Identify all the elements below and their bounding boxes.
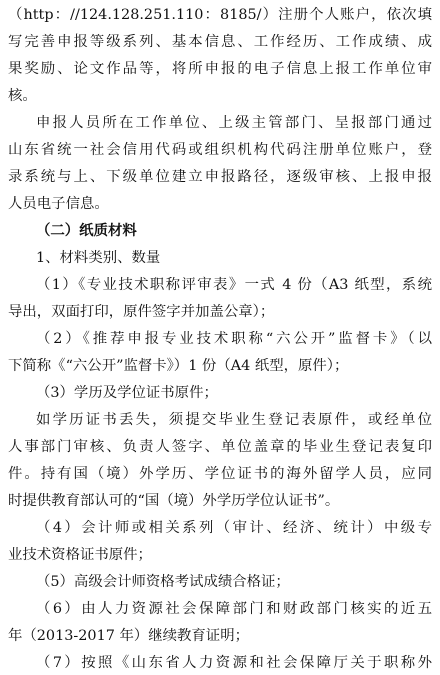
paragraph-line: 申报人员所在工作单位、上级主管部门、呈报部门通过 bbox=[36, 115, 432, 131]
paragraph-line: （5）高级会计师资格考试成绩合格证； bbox=[36, 574, 290, 590]
paragraph-line: 核。 bbox=[8, 88, 37, 104]
paragraph-line: 写完善申报等级系列、基本信息、工作经历、工作成绩、成 bbox=[8, 34, 432, 50]
paragraph-line: 人事部门审核、负责人签字、单位盖章的毕业生登记表复印 bbox=[8, 439, 432, 455]
paragraph-line: 件。持有国（境）外学历、学位证书的海外留学人员，应同 bbox=[8, 466, 432, 482]
paragraph-line: （http：//124.128.251.110：8185/）注册个人账户，依次填 bbox=[8, 7, 432, 23]
paragraph-line: （7）按照《山东省人力资源和社会保障厅关于职称外 bbox=[36, 655, 432, 671]
paragraph-line: （2）《推荐申报专业技术职称“六公开”监督卡》（以 bbox=[36, 331, 432, 347]
paragraph-line: （4）会计师或相关系列（审计、经济、统计）中级专 bbox=[36, 520, 432, 536]
paragraph-line: （6）由人力资源社会保障部门和财政部门核实的近五 bbox=[36, 601, 432, 617]
subsection-heading: 1、材料类别、数量 bbox=[36, 250, 161, 266]
paragraph-line: 年（2013-2017 年）继续教育证明； bbox=[8, 628, 249, 644]
paragraph-line: 时提供教育部认可的“国（境）外学历学位认证书”。 bbox=[8, 493, 340, 509]
paragraph-line: 果奖励、论文作品等，将所申报的电子信息上报工作单位审 bbox=[8, 61, 432, 77]
paragraph-line: 如学历证书丢失，须提交毕业生登记表原件，或经单位 bbox=[36, 412, 432, 428]
paragraph-line: 山东省统一社会信用代码或组织机构代码注册单位账户，登 bbox=[8, 142, 432, 158]
paragraph-line: 录系统与上、下级单位建立申报路径，逐级审核、上报申报 bbox=[8, 169, 432, 185]
paragraph-line: 业技术资格证书原件； bbox=[8, 547, 152, 563]
paragraph-line: （1）《专业技术职称评审表》一式 4 份（A3 纸型，系统 bbox=[36, 277, 432, 293]
paragraph-line: 人员电子信息。 bbox=[8, 196, 109, 212]
paragraph-line: 下简称《“六公开”监督卡》）1 份（A4 纸型，原件）； bbox=[8, 358, 349, 374]
paragraph-line: 导出，双面打印，原件签字并加盖公章）； bbox=[8, 304, 275, 320]
section-heading: （二）纸质材料 bbox=[36, 222, 137, 239]
paragraph-line: （3）学历及学位证书原件； bbox=[36, 385, 218, 401]
